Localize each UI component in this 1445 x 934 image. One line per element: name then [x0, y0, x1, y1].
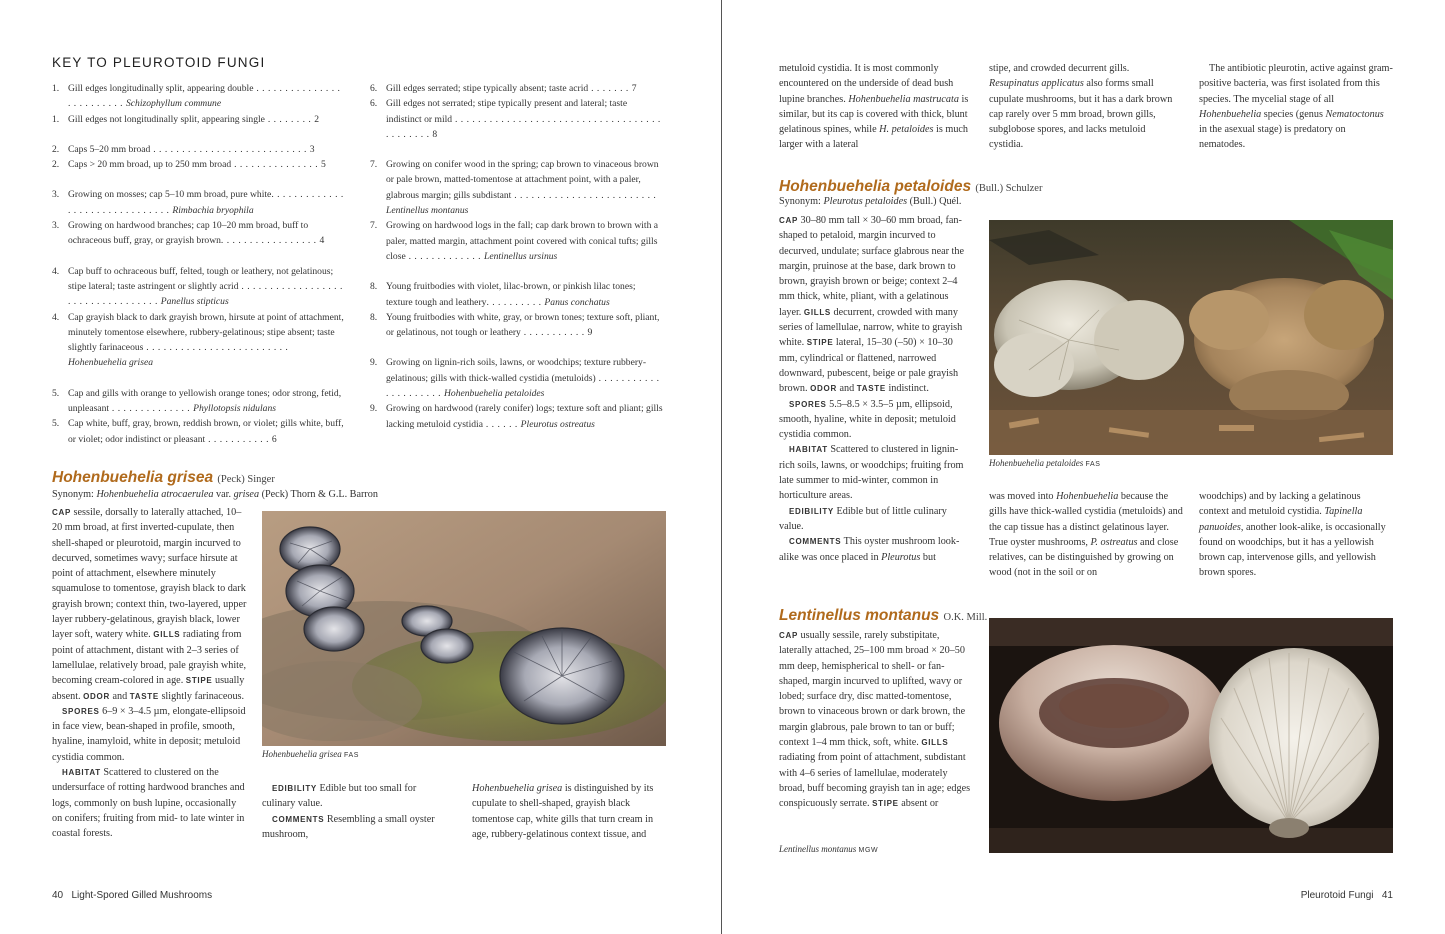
spores-label: SPORES [62, 706, 100, 716]
key-lead-target: 8 [432, 128, 438, 140]
key-leader-dots: . . . . . . . . . . . . . . . . . . . . . . . . . [68, 83, 341, 110]
species-name: Hohenbuehelia grisea [52, 469, 214, 486]
petaloides-description-col2 [989, 489, 1183, 581]
caption-text: Lentinellus montanus [779, 844, 857, 854]
key-lead-number: 2. [52, 143, 60, 155]
spores-text: 6–9 × 3–4.5 µm, elongate-ellipsoid in face view, bean-shaped in profile, smooth, hyaline, inamyloid, white in deposit; metuloid cystidia common. [52, 705, 246, 763]
running-head-right: Pleurotoid Fungi [1300, 890, 1374, 901]
key-leader-dots: . . . . . . [482, 418, 521, 430]
comments-text: was moved into [989, 491, 1057, 502]
carryover-text: in the asexual stage) is predatory on nematodes. [1199, 124, 1346, 151]
grisea-description-col3 [472, 781, 664, 842]
comments-species: Hohenbuehelia [1056, 491, 1119, 502]
odor-text: slightly farinaceous. [161, 690, 245, 702]
species-title-grisea [52, 469, 275, 487]
key-lead-target: Rimbachia bryophila [172, 204, 254, 216]
species-authority: (Bull.) Schulzer [975, 183, 1043, 194]
stipe-label: STIPE [872, 799, 899, 809]
key-leader-dots: . . . . . . . . . . . . . . . . . [220, 235, 320, 247]
key-lead-target: Pleurotus ostreatus [520, 418, 595, 430]
caption-petaloides [989, 458, 1101, 468]
key-couplet [52, 81, 346, 127]
synonym-prefix: Synonym: [52, 489, 97, 500]
synonym-prefix: Synonym: [779, 196, 824, 207]
key-leader-dots: . . . . . . . . . . . . . . . . . . . . . . . . . [143, 342, 289, 354]
habitat-text: Scattered to clustered on the undersurface of rotting hardwood branches and logs, commonly on bush lupine, occasionally on conifers; fruiting from mid- to late winter in coastal forests. [52, 767, 245, 840]
key-lead-target: Hohenbuehelia petaloides [443, 388, 545, 400]
species-authority: (Peck) Singer [217, 474, 275, 485]
key-leader-dots: . . . . . . . . [264, 113, 315, 125]
caption-text: Hohenbuehelia petaloides [989, 458, 1084, 468]
comments-label: COMMENTS [272, 814, 325, 824]
key-lead-target: 2 [314, 113, 319, 125]
key-lead-target: 5 [321, 159, 326, 171]
photo-credit: MGW [858, 847, 879, 854]
key-couplet [370, 355, 664, 431]
key-lead [52, 142, 346, 157]
synonym-mid: var. [213, 489, 234, 500]
caption-grisea [262, 749, 359, 759]
key-title: KEY TO PLEUROTOID FUNGI [52, 55, 266, 70]
key-lead-text: Cap buff to ochraceous buff, felted, tough or leathery, not gelatinous; stipe lateral; taste astringent or slightly acrid [68, 265, 334, 292]
gills-text: radiating from point of attachment, distant with 2–3 series of lamellulae, relatively broad, pale grayish white, becoming cream-colored in age. [52, 629, 247, 687]
carryover-col1 [779, 61, 969, 153]
comments-species: Tapinella panuoides [1199, 506, 1363, 533]
key-lead-text: Gill edges not serrated; stipe typically present and lateral; taste indistinct or mild [386, 98, 628, 125]
key-lead-text: Young fruitbodies with violet, lilac-brown, or pinkish lilac tones; texture tough and leathery [386, 281, 636, 308]
edibility-label: EDIBILITY [789, 506, 834, 516]
gills-text: radiating from point of attachment, subdistant with 4–6 series of lamellulae, moderately broad, buff becoming grayish tan in age; edges conspicuously serrate. [779, 752, 971, 810]
and-word: and [112, 690, 128, 702]
comments-text-a: This oyster mushroom look-alike was once placed in [779, 536, 960, 563]
key-leader-dots: . . . . . . . . . . . . . . . . . . . . . . . . . [511, 189, 657, 201]
key-lead-text: Young fruitbodies with white, gray, or brown tones; texture soft, pliant, or gelatinous, not tough or leathery [386, 311, 660, 339]
page-number-right: 41 [1381, 890, 1393, 901]
key-lead-number: 3. [52, 220, 60, 232]
taste-label: TASTE [129, 691, 159, 701]
synonym-suffix: (Bull.) Quél. [907, 196, 962, 207]
carryover-text: is similar, but its cap is covered with thick, blunt gelatinous spines, while [779, 93, 969, 136]
carryover-species: Hohenbuehelia mastrucata [848, 93, 959, 105]
key-lead [52, 218, 346, 249]
key-lead-text: Gill edges serrated; stipe typically absent; taste acrid [386, 83, 589, 94]
species-name: Hohenbuehelia petaloides [779, 178, 972, 195]
page-number-left: 40 [52, 890, 64, 901]
comments-text-c: is distinguished by its cupulate to shell-shaped, grayish black tomentose cap, white gills that turn cream in age, rubbery-gelatinous context tissue, and [472, 783, 654, 840]
key-leader-dots: . . . . . . . . . . . . . . . . . . . . . . . . . . . [150, 143, 310, 155]
cap-label: CAP [779, 631, 798, 640]
cap-text: 30–80 mm tall × 30–60 mm broad, fan-shaped to petaloid, margin incurved to decurved, undulate; surface glabrous near the margin, pruinose at the base, dark brown to brown, grayish brown or beige; context 2–4 mm thick, white, pliant, with a gelatinous layer. [779, 215, 964, 318]
key-lead-target: Phyllotopsis nidulans [193, 403, 276, 415]
comments-text: and close relatives, can be distinguished by growing on wood (not in the soil or on [989, 536, 1179, 579]
comments-text-c: but [920, 551, 936, 563]
comments-species: P. ostreatus [1090, 536, 1138, 548]
stipe-text: usually absent. [52, 675, 245, 702]
habitat-text: Scattered to clustered in lignin-rich soils, lawns, or woodchips; fruiting from late summer to mid-winter, common in horticulture areas. [779, 444, 964, 502]
key-couplet [370, 81, 664, 142]
key-lead-target: Panus conchatus [544, 296, 610, 308]
comments-text-a: Resembling a small oyster mushroom, [262, 813, 435, 840]
key-leader-dots: . . . . . . . . . . . . . . . . . . . . . . . . . . . . . . . . . . [68, 280, 343, 308]
carryover-species: Resupinatus applicatus [989, 78, 1084, 90]
cap-label: CAP [779, 216, 798, 225]
key-lead-target: Lentinellus montanus [386, 205, 469, 217]
key-lead-number: 4. [52, 311, 60, 323]
key-lead-text: Cap white, buff, gray, brown, reddish brown, or violet; gills white, buff, or violet; odor indistinct or pleasant [68, 418, 344, 445]
carryover-text: also forms small cupulate mushrooms, but it has a dark brown cap rarely over 5 mm broad, brown gills, subglobose spores, and lacks metuloid cystidia. [989, 78, 1173, 151]
odor-text: indistinct. [888, 383, 929, 395]
key-lead [370, 157, 664, 218]
carryover-col2 [989, 61, 1181, 153]
key-lead-text: Caps > 20 mm broad, up to 250 mm broad [68, 159, 232, 171]
page-gutter [721, 0, 722, 934]
species-name: Lentinellus montanus [779, 607, 940, 624]
key-lead-target: 4 [319, 235, 325, 247]
stipe-label: STIPE [185, 676, 213, 686]
key-lead-text: Growing on lignin-rich soils, lawns, or woodchips; texture rubbery-gelatinous; gills with thick-walled cystidia (metuloids) [386, 357, 647, 384]
key-couplet [370, 279, 664, 340]
carryover-species: H. petaloides [879, 124, 934, 136]
key-lead-number: 2. [52, 159, 60, 171]
carryover-col3 [1199, 61, 1393, 153]
key-lead-number: 7. [370, 159, 378, 171]
key-leader-dots: . . . . . . . . . . . . . . . . . . . . . [386, 372, 660, 400]
key-lead [370, 355, 664, 401]
key-lead-number: 1. [52, 113, 60, 125]
spores-label: SPORES [789, 399, 827, 409]
key-lead-text: Caps 5–20 mm broad [68, 143, 151, 155]
synonym-line [779, 196, 961, 207]
key-lead-number: 6. [370, 83, 378, 94]
taste-label: TASTE [856, 384, 886, 394]
key-leader-dots: . . . . . . . . . . . [205, 433, 272, 445]
stipe-label: STIPE [806, 338, 834, 348]
comments-text: woodchips) and by lacking a gelatinous context and metuloid cystidia. [1199, 491, 1361, 518]
gills-label: GILLS [921, 738, 949, 748]
comments-species: Hohenbuehelia grisea [472, 783, 563, 794]
key-lead [370, 310, 664, 341]
key-leader-dots: . . . . . . . . . . . . . [405, 250, 484, 262]
key-lead [52, 187, 346, 218]
key-leader-dots: . . . . . . . [588, 83, 632, 94]
key-leader-dots: . . . . . . . . . . . . . . . . . . . . . . . . . . . . . . . [68, 189, 344, 216]
photo-credit: FAS [1085, 461, 1101, 468]
key-lead-number: 4. [52, 265, 60, 277]
key-lead-target: 7 [631, 83, 637, 94]
key-lead-text: Growing on conifer wood in the spring; cap brown to vinaceous brown or pale brown, matted-tomentose at attachment point, with a paler, glabrous margin; gills subdistant [386, 159, 659, 201]
key-leader-dots: . . . . . . . . . . . . . . [109, 403, 194, 415]
carryover-text: The antibiotic pleurotin, active against gram-positive bacteria, was first isolated from this species. The mycelial stage of all [1199, 63, 1393, 105]
synonym-var: grisea [233, 489, 260, 500]
footer-right [1301, 890, 1393, 901]
grisea-description-col1 [52, 505, 248, 842]
key-lead-number: 5. [52, 387, 60, 399]
species-title-petaloides [779, 178, 1042, 196]
spores-text: 5.5–8.5 × 3.5–5 µm, ellipsoid, smooth, hyaline, white in deposit; metuloid cystidia common. [779, 398, 956, 441]
key-leader-dots: . . . . . . . . . . . . . . . . . . . . . . . . . . . . . . . . . . . . . . . . . . . . [386, 113, 661, 140]
key-couplet [52, 187, 346, 248]
odor-label: ODOR [810, 384, 837, 394]
key-lead-target: 3 [309, 143, 315, 155]
key-lead-text: Growing on mosses; cap 5–10 mm broad, pure white [68, 189, 272, 201]
carryover-species: Nematoctonus [1325, 108, 1384, 120]
key-lead [52, 386, 346, 417]
key-lead [52, 310, 346, 371]
synonym-name: Pleurotus petaloides [823, 196, 908, 207]
key-lead-text: Gill edges longitudinally split, appearing double [68, 83, 254, 94]
key-lead [52, 264, 346, 310]
gills-label: GILLS [153, 630, 181, 640]
edibility-text: Edible but too small for culinary value. [262, 783, 417, 810]
photo-hohenbuehelia-petaloides [989, 220, 1393, 455]
synonym-line [52, 489, 378, 500]
key-lead [52, 157, 346, 172]
photo-hohenbuehelia-grisea [262, 511, 666, 746]
key-lead-number: 9. [370, 403, 378, 415]
carryover-text: species (genus [1261, 108, 1326, 120]
carryover-text: is much larger with a lateral [779, 124, 969, 151]
comments-text: , another look-alike, is occasionally found on woodchips, but it has a yellowish brown cap, intervenose gills, and yellowish brown spores. [1199, 521, 1386, 579]
key-leader-dots: . . . . . . . . . . . . . . . [231, 159, 322, 171]
and-word: and [839, 383, 855, 395]
key-lead-number: 3. [52, 189, 60, 201]
stipe-text: lateral, 15–30 (–50) × 10–30 mm, cylindrical or flattened, narrowed downward, pubescent, beige or pale grayish brown. [779, 337, 959, 395]
montanus-description-col1 [779, 628, 975, 812]
petaloides-description-col1 [779, 213, 973, 565]
stipe-text: absent or [901, 798, 939, 810]
footer-left [52, 890, 212, 901]
comments-text: because the gills have thick-walled cystidia (metuloids) and the cap tissue has a distinct gelatinous layer. True oyster mushrooms, [989, 491, 1183, 548]
key-lead-text: Growing on hardwood (rarely conifer) logs; texture soft and pliant; gills lacking metuloid cystidia [386, 403, 663, 430]
key-lead-text: Gill edges not longitudinally split, appearing single [68, 113, 265, 125]
synonym-suffix: (Peck) Thorn & G.L. Barron [259, 489, 378, 500]
photo-lentinellus-montanus [989, 618, 1393, 853]
key-lead-number: 9. [370, 357, 378, 369]
key-lead-text: Growing on hardwood logs in the fall; cap dark brown to brown with a paler, matted margin, attachment point covered with conical tufts; gills close [386, 220, 659, 262]
carryover-text: stipe, and crowded decurrent gills. [989, 63, 1130, 74]
key-lead-target: 9 [587, 327, 593, 339]
key-lead-number: 7. [370, 220, 378, 232]
key-lead [52, 416, 346, 447]
odor-label: ODOR [83, 691, 110, 701]
key-lead [370, 401, 664, 432]
key-lead-target: Lentinellus ursinus [483, 250, 558, 262]
key-lead-target: 6 [271, 433, 277, 445]
habitat-label: HABITAT [62, 768, 101, 778]
comments-label: COMMENTS [789, 537, 842, 547]
key-lead [370, 218, 664, 264]
key-lead-target: Panellus stipticus [160, 296, 229, 308]
cap-label: CAP [52, 508, 71, 517]
key-lead-text: Cap grayish black to dark grayish brown, hirsute at point of attachment, minutely tomentose elsewhere, rubbery-gelatinous; stipe absent; taste slightly farinaceous [68, 311, 344, 354]
synonym-name: Hohenbuehelia atrocaerulea [96, 489, 214, 500]
key-lead-number: 6. [370, 98, 378, 110]
key-lead-number: 8. [370, 311, 378, 323]
key-lead [52, 81, 346, 112]
edibility-text: Edible but of little culinary value. [779, 505, 947, 532]
key-lead [370, 279, 664, 310]
key-right-column [370, 81, 664, 447]
species-authority: O.K. Mill. [943, 612, 988, 623]
comments-species: Pleurotus [881, 551, 921, 563]
species-title-montanus [779, 607, 987, 625]
key-leader-dots: . . . . . . . . . . . [520, 327, 588, 339]
grisea-description-col2 [262, 781, 452, 842]
running-head-left: Light-Spored Gilled Mushrooms [71, 890, 213, 901]
habitat-label: HABITAT [789, 445, 828, 455]
key-lead [370, 81, 664, 96]
key-lead-text: Growing on hardwood branches; cap 10–20 mm broad, buff to ochraceous buff, gray, or grayish brown [68, 220, 309, 247]
photo-credit: FAS [343, 752, 360, 759]
key-lead-number: 1. [52, 83, 60, 94]
key-lead-target: Schizophyllum commune [125, 98, 222, 110]
cap-text: usually sessile, rarely substipitate, laterally attached, 25–100 mm broad × 20–50 mm deep, hemispherical to shell- or fan-shaped, margin incurved to uplifted, wavy or lobed; surface dry, disc matted-tomentose, brown to vinaceous brown or dark brown, the margin glabrous, pale brown to tan or buff; context 1–4 mm thick, soft, white. [779, 630, 966, 749]
carryover-text: metuloid cystidia. It is most commonly encountered on the underside of dead bush lupine branches. [779, 63, 954, 105]
caption-text: Hohenbuehelia grisea [262, 749, 342, 759]
gills-text: decurrent, crowded with many series of lamellulae, narrow, white to grayish white. [779, 306, 963, 349]
key-lead [52, 112, 346, 127]
caption-montanus [779, 844, 878, 854]
cap-text: sessile, dorsally to laterally attached, 10–20 mm broad, at first inverted-cupulate, then shell-shaped or pleurotoid, margin incurved to decurved, sometimes wavy; surface hirsute at point of attachment, elsewhere minutely squamulose to tomentose, grayish black to dark grayish brown; context thin, two-layered, upper layer rubbery-gelatinous, grayish black, lower layer soft, watery white. [52, 507, 247, 641]
key-left-column [52, 81, 346, 462]
edibility-label: EDIBILITY [272, 784, 317, 793]
key-couplet [370, 157, 664, 264]
carryover-species: Hohenbuehelia [1199, 108, 1262, 120]
key-lead [370, 96, 664, 142]
key-lead-text: Cap and gills with orange to yellowish orange tones; odor strong, fetid, unpleasant [68, 387, 342, 415]
key-couplet [52, 142, 346, 173]
key-couplet [52, 386, 346, 447]
key-lead-number: 8. [370, 281, 378, 293]
petaloides-description-col3 [1199, 489, 1393, 581]
key-couplet [52, 264, 346, 371]
key-leader-dots: . . . . . . . . . . [486, 296, 545, 308]
gills-label: GILLS [803, 307, 831, 317]
key-lead-number: 5. [52, 418, 60, 430]
key-lead-target: Hohenbuehelia grisea [68, 357, 153, 369]
